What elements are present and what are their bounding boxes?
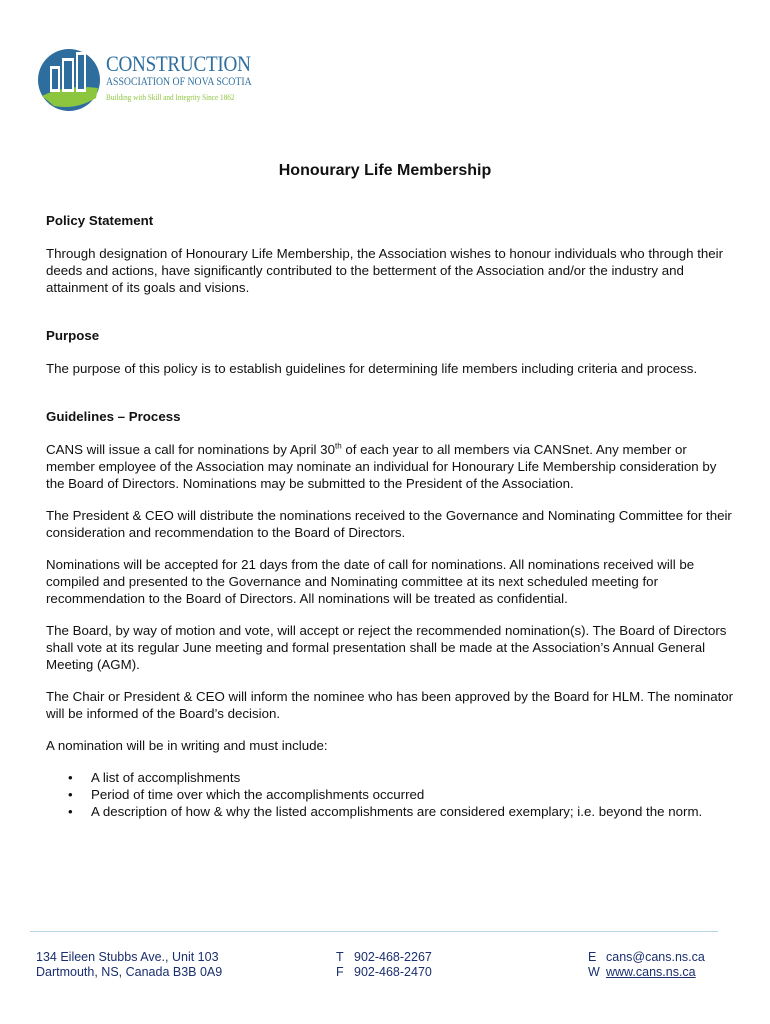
guidelines-p1-start: CANS will issue a call for nominations by April 30	[46, 442, 335, 457]
phone-label: T	[336, 950, 344, 964]
policy-heading: Policy Statement	[46, 213, 154, 228]
email-address[interactable]: cans@cans.ns.ca	[606, 950, 705, 964]
footer-contact	[588, 950, 705, 980]
policy-text: Through designation of Honourary Life Membership, the Association wishes to honour individuals who through their deeds and actions, have significantly contributed to the betterment of the Association and/or the industry and attainment of its goals and visions.	[46, 246, 724, 295]
list-item: • Period of time over which the accomplishments occurred	[46, 786, 736, 803]
logo	[36, 44, 266, 114]
phone-number: 902-468-2267	[354, 950, 432, 964]
guidelines-p1-end: of each year to all members via CANSnet. Any member or member employee of the Association may nominate an individual for Honourary Life Membership consideration by the Board of Directors. Nominations may be submitted to the President of the Association.	[46, 442, 717, 491]
guidelines-heading: Guidelines – Process	[46, 409, 181, 424]
building-icon	[36, 44, 102, 114]
fax-number: 902-468-2470	[354, 965, 432, 979]
web-label: W	[588, 965, 600, 979]
ordinal-suffix: th	[334, 441, 342, 451]
list-item: • A list of accomplishments	[46, 769, 736, 786]
purpose-text: The purpose of this policy is to establish guidelines for determining life members including criteria and process.	[46, 361, 698, 376]
purpose-heading: Purpose	[46, 328, 100, 343]
website-link[interactable]: www.cans.ns.ca	[606, 965, 696, 979]
guidelines-paragraph-3: Nominations will be accepted for 21 days from the date of call for nominations. All nominations received will be compiled and presented to the Governance and Nominating committee at its next scheduled meeting for recommendation to the Board of Directors. All nominations will be treated as confidential.	[46, 557, 695, 606]
fax-label: F	[336, 965, 344, 979]
guidelines-paragraph-5: The Chair or President & CEO will inform the nominee who has been approved by the Board for HLM. The nominator will be informed of the Board’s decision.	[46, 689, 734, 721]
guidelines-paragraph-2: The President & CEO will distribute the nominations received to the Governance and Nominating Committee for their consideration and recommendation to the Board of Directors.	[46, 508, 732, 540]
document-body	[46, 212, 736, 820]
footer-address	[36, 950, 222, 980]
footer-divider	[30, 931, 718, 932]
address-line-2: Dartmouth, NS, Canada B3B 0A9	[36, 965, 223, 979]
email-label: E	[588, 950, 597, 964]
page-title: Honourary Life Membership	[278, 162, 492, 179]
address-line-1: 134 Eileen Stubbs Ave., Unit 103	[36, 950, 219, 964]
logo-name: CONSTRUCTION	[106, 51, 251, 76]
logo-subtitle: ASSOCIATION OF NOVA SCOTIA	[106, 76, 252, 88]
requirements-list	[46, 769, 736, 820]
guidelines-paragraph-4: The Board, by way of motion and vote, will accept or reject the recommended nomination(s). The Board of Directors shall vote at its regular June meeting and formal presentation shall be made at the Association’s Annual General Meeting (AGM).	[46, 623, 727, 672]
guidelines-paragraph-1	[46, 441, 736, 492]
logo-tagline: Building with Skill and Integrity Since 1862	[106, 92, 235, 102]
guidelines-paragraph-6: A nomination will be in writing and must include:	[46, 738, 328, 753]
list-item: • A description of how & why the listed accomplishments are considered exemplary; i.e. beyond the norm.	[46, 803, 736, 820]
footer-phone	[336, 950, 432, 980]
